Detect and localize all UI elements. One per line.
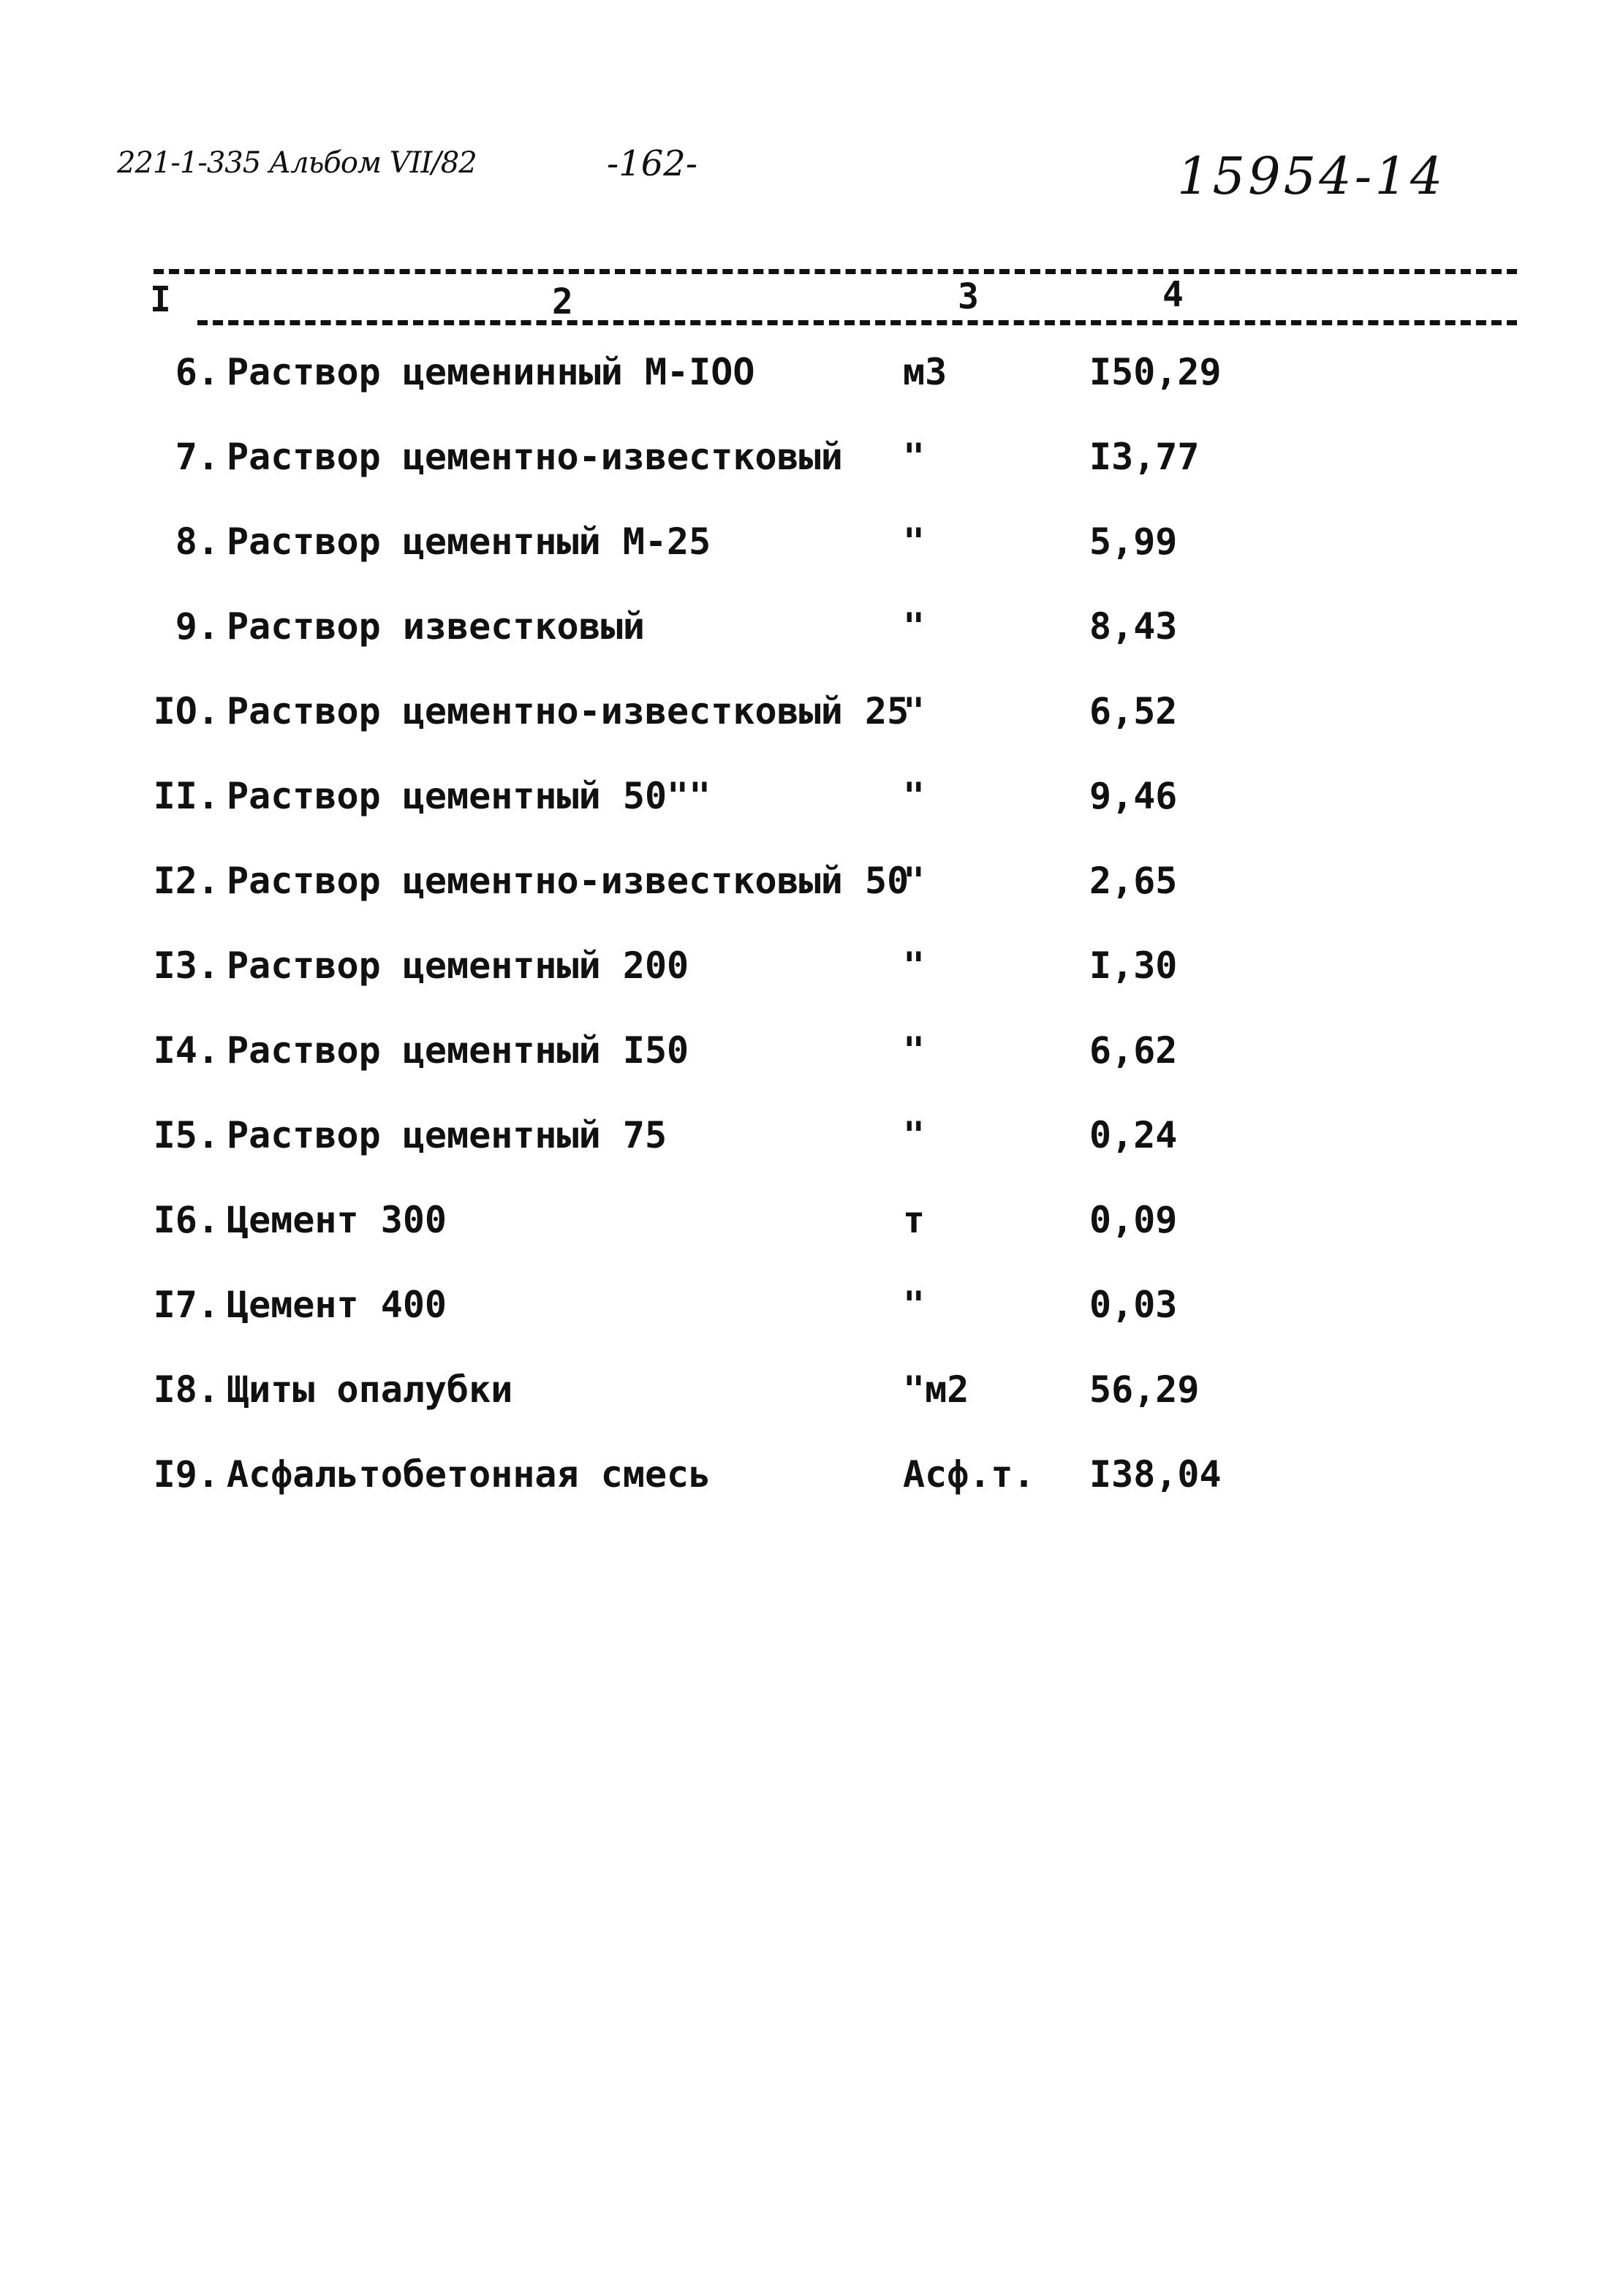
row-number: I5. <box>153 1114 219 1156</box>
row-number: 6. <box>175 351 219 393</box>
row-material: Раствор известковый <box>227 605 645 648</box>
document-number: 15954-14 <box>1177 146 1446 206</box>
row-material: Цемент 400 <box>227 1284 447 1326</box>
row-quantity: I50,29 <box>1089 351 1222 393</box>
row-number: II. <box>153 775 219 817</box>
row-unit: м3 <box>903 351 947 393</box>
row-unit: " <box>903 605 926 648</box>
row-quantity: 9,46 <box>1089 775 1178 817</box>
row-unit: " <box>903 944 926 987</box>
table-rule-top <box>154 269 1517 274</box>
table-row <box>0 690 1623 741</box>
row-material: Раствор цементный М-25 <box>227 520 711 563</box>
column-number-2: 2 <box>552 281 573 322</box>
row-number: I8. <box>153 1368 219 1411</box>
table-rule-bottom <box>197 320 1517 325</box>
table-row <box>0 775 1623 826</box>
row-quantity: I3,77 <box>1089 436 1200 478</box>
row-unit: " <box>903 860 926 902</box>
row-material: Щиты опалубки <box>227 1368 513 1411</box>
row-material: Асфальтобетонная смесь <box>227 1453 711 1496</box>
row-material: Раствор цементный I50 <box>227 1029 689 1072</box>
row-number: I6. <box>153 1199 219 1241</box>
row-quantity: 56,29 <box>1089 1368 1200 1411</box>
row-unit: "м2 <box>903 1368 969 1411</box>
row-quantity: I38,04 <box>1089 1453 1222 1496</box>
row-quantity: 2,65 <box>1089 860 1178 902</box>
row-unit: " <box>903 775 926 817</box>
row-material: Раствор цементный 50"" <box>227 775 711 817</box>
row-material: Раствор цементно-известковый 50 <box>227 860 909 902</box>
row-quantity: 6,52 <box>1089 690 1178 732</box>
row-quantity: 8,43 <box>1089 605 1178 648</box>
row-number: I7. <box>153 1284 219 1326</box>
column-number-4: 4 <box>1162 274 1184 315</box>
row-material: Раствор цементно-известковый 25 <box>227 690 909 732</box>
row-unit: " <box>903 690 926 732</box>
table-row <box>0 860 1623 911</box>
row-unit: " <box>903 1284 926 1326</box>
row-material: Раствор цементный 200 <box>227 944 689 987</box>
row-quantity: I,30 <box>1089 944 1178 987</box>
column-number-3: 3 <box>958 276 979 317</box>
row-number: I3. <box>153 944 219 987</box>
table-row <box>0 436 1623 487</box>
row-quantity: 0,09 <box>1089 1199 1178 1241</box>
row-number: 9. <box>175 605 219 648</box>
row-number: I2. <box>153 860 219 902</box>
row-number: 8. <box>175 520 219 563</box>
row-unit: Асф.т. <box>903 1453 1035 1496</box>
table-row <box>0 520 1623 572</box>
table-row <box>0 1114 1623 1165</box>
row-material: Цемент 300 <box>227 1199 447 1241</box>
table-row <box>0 1199 1623 1250</box>
row-number: 7. <box>175 436 219 478</box>
table-row <box>0 944 1623 996</box>
row-unit: " <box>903 436 926 478</box>
row-number: I4. <box>153 1029 219 1072</box>
row-unit: " <box>903 1029 926 1072</box>
row-quantity: 5,99 <box>1089 520 1178 563</box>
row-unit: " <box>903 520 926 563</box>
column-number-1: I <box>150 279 171 320</box>
row-quantity: 0,03 <box>1089 1284 1178 1326</box>
table-row <box>0 1453 1623 1504</box>
row-unit: " <box>903 1114 926 1156</box>
row-quantity: 0,24 <box>1089 1114 1178 1156</box>
page-number: -162- <box>607 143 698 184</box>
table-row <box>0 1284 1623 1335</box>
row-number: I9. <box>153 1453 219 1496</box>
row-number: IO. <box>153 690 219 732</box>
table-row <box>0 1368 1623 1420</box>
table-row <box>0 351 1623 402</box>
table-row <box>0 1029 1623 1080</box>
row-unit: т <box>903 1199 926 1241</box>
row-quantity: 6,62 <box>1089 1029 1178 1072</box>
row-material: Раствор цементный 75 <box>227 1114 667 1156</box>
row-material: Раствор цеменинный М-IOO <box>227 351 755 393</box>
row-material: Раствор цементно-известковый <box>227 436 843 478</box>
reference-note: 221-1-335 Альбом VII/82 <box>117 146 477 180</box>
table-row <box>0 605 1623 656</box>
